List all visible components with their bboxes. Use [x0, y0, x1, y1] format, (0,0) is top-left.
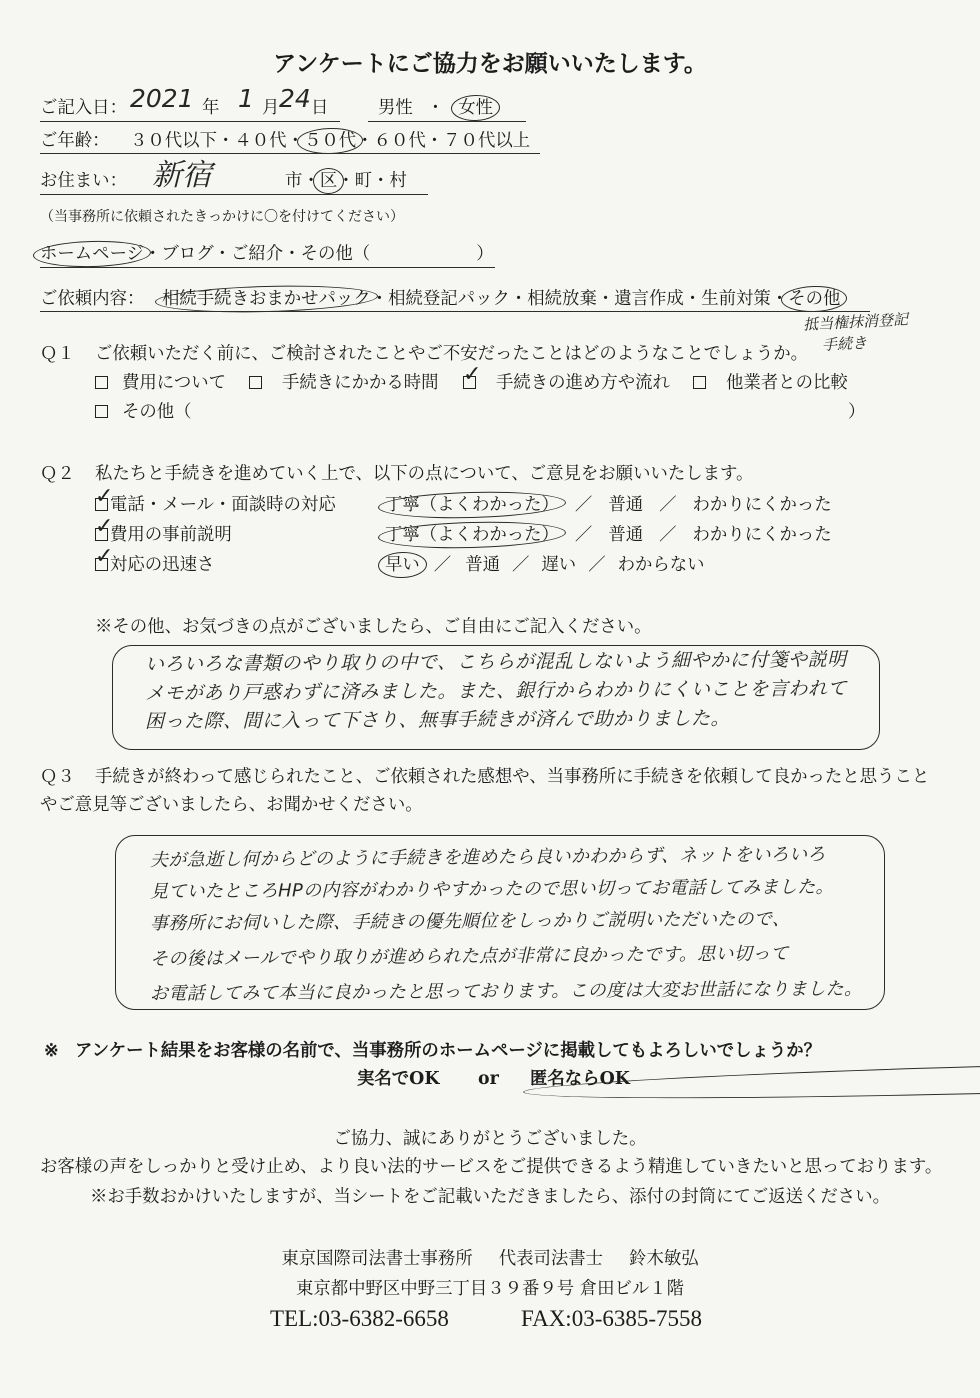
paren-close: ）: [476, 244, 494, 264]
separator: ・: [770, 289, 789, 309]
office-tel: TEL:03-6382-6658: [270, 1306, 449, 1331]
request-option[interactable]: 生前対策: [701, 289, 771, 309]
q2-answer[interactable]: 普通: [608, 495, 644, 515]
q2-row-text: 電話・メール・面談時の対応: [110, 495, 336, 515]
q3-handwritten-line: お電話してみて本当に良かったと思っております。この度は大変お世話になりました。: [149, 978, 863, 1005]
checkbox[interactable]: [95, 558, 108, 571]
q2-number: Ｑ２: [40, 464, 75, 484]
office-title: 代表司法書士: [498, 1249, 604, 1269]
separator: ／: [433, 555, 452, 575]
q2-answer[interactable]: 遅い: [541, 555, 577, 575]
separator: ／: [512, 555, 530, 575]
publish-mark: ※: [44, 1041, 59, 1061]
q3-question: やご意見等ございましたら、お聞かせください。: [40, 795, 423, 815]
remarks-handwritten-line: メモがあり戸惑わずに済みました。また、銀行からわかりにくいことを言われて: [144, 677, 848, 705]
checkbox[interactable]: [249, 376, 262, 389]
q3-handwritten-line: その後はメールでやり取りが進められた点が非常に良かったです。思い切って: [149, 943, 789, 970]
q2-question: 私たちと手続きを進めていく上で、以下の点について、ご意見をお願いいたします。: [95, 464, 754, 484]
q1-option: [95, 372, 226, 394]
request-option[interactable]: 相続放棄: [527, 289, 597, 309]
q1-option: [249, 372, 439, 394]
checkbox[interactable]: [95, 528, 108, 541]
separator: ／: [574, 495, 593, 515]
request-other-note: 手続き: [821, 333, 868, 355]
request-option-other[interactable]: その他: [788, 289, 841, 309]
separator: ・: [213, 244, 231, 264]
checkbox[interactable]: [463, 376, 476, 389]
q2-row-text: 対応の迅速さ: [110, 555, 215, 575]
q2-answer[interactable]: わかりにくかった: [692, 495, 832, 515]
age-label: ご年齢：: [40, 131, 110, 151]
checkbox[interactable]: [693, 376, 706, 389]
q1-option: [463, 372, 670, 394]
entry-day-unit: 日: [311, 98, 329, 118]
remarks-handwritten-line: 困った際、間に入って下さり、無事手続きが済んで助かりました。: [144, 707, 731, 733]
field-underline: [40, 267, 495, 268]
q2-answer[interactable]: 丁寧（よくわかった）: [385, 525, 559, 545]
separator: ・: [356, 131, 374, 151]
q2-row-label: [95, 554, 214, 576]
q1-option-label: 他業者との比較: [726, 373, 848, 393]
q2-row-answers: [385, 554, 705, 576]
paren-close: ）: [848, 402, 866, 422]
separator: ・: [596, 289, 615, 309]
separator: ／: [588, 555, 606, 575]
separator: ・: [370, 289, 389, 309]
separator: ・: [425, 131, 444, 151]
publish-option-anonymous[interactable]: 匿名ならOK: [530, 1068, 980, 1090]
gender-option-male[interactable]: 男性: [378, 98, 413, 118]
separator: ・: [286, 131, 304, 151]
q3-handwritten-line: 見ていたところHPの内容がわかりやすかったので思い切ってお電話してみました。: [149, 876, 834, 903]
field-underline: [368, 121, 526, 122]
entry-year-unit: 年: [202, 98, 220, 118]
age-option[interactable]: ６０代: [373, 131, 426, 151]
gender-option-female[interactable]: 女性: [458, 98, 493, 118]
page-title: アンケートにご協力をお願いいたします。: [273, 50, 707, 77]
entry-day[interactable]: 24: [279, 84, 311, 113]
q3-handwritten-line: 夫が急逝し何からどのように手続きを進めたら良いかわからず、ネットをいろいろ: [149, 844, 826, 871]
q2-row-answers: [385, 494, 832, 516]
separator: ・: [372, 171, 390, 191]
q3-number: Ｑ３: [40, 767, 75, 787]
residence-option-city[interactable]: 市: [285, 171, 303, 191]
office-signature: [0, 1248, 980, 1270]
request-other-note: 抵当権抹消登記: [802, 310, 909, 334]
request-option[interactable]: 遺言作成: [614, 289, 684, 309]
gender-options: [378, 97, 493, 119]
q2-row-answers: [385, 524, 832, 546]
separator: ／: [659, 525, 677, 545]
separator: ・: [302, 171, 320, 191]
q1-option-other: [95, 401, 192, 423]
q2-answer[interactable]: わからない: [617, 555, 705, 575]
office-representative: 鈴木敏弘: [629, 1249, 699, 1269]
publish-question: アンケート結果をお客様の名前で、当事務所のホームページに掲載してもよろしいでしょうか？: [75, 1041, 822, 1061]
entry-month[interactable]: 1: [238, 84, 254, 113]
separator: ・: [509, 289, 528, 309]
q1-option-label: 手続きの進め方や流れ: [496, 373, 670, 393]
referral-options: [40, 243, 494, 265]
publish-or: or: [478, 1069, 499, 1089]
residence-option-village[interactable]: 村: [389, 171, 407, 191]
office-name: 東京国際司法書士事務所: [281, 1249, 473, 1269]
age-option[interactable]: ４０代: [234, 131, 287, 151]
remarks-handwritten-line: いろいろな書類のやり取りの中で、こちらが混乱しないよう細やかに付箋や説明: [144, 648, 847, 676]
entry-year[interactable]: 2021: [130, 84, 194, 113]
q2-answer[interactable]: 早い: [385, 555, 420, 575]
q2-answer[interactable]: 普通: [465, 555, 500, 575]
office-address: 東京都中野区中野三丁目３９番９号 倉田ビル１階: [295, 1279, 685, 1299]
referral-instruction: （当事務所に依頼されたきっかけに〇を付けてください）: [40, 209, 404, 225]
referral-option-introduction[interactable]: ご紹介: [231, 244, 284, 264]
q1-option-label: 手続きにかかる時間: [282, 373, 439, 393]
closing-commitment: お客様の声をしっかりと受け止め、より良い法的サービスをご提供できるよう精進していきたいと思っております。: [40, 1157, 943, 1177]
separator: ・: [283, 244, 301, 264]
request-option[interactable]: 相続登記パック: [388, 289, 510, 309]
remarks-prompt: ※その他、お気づきの点がございましたら、ご自由にご記入ください。: [95, 617, 652, 637]
q2-row-label: [95, 494, 336, 516]
field-underline: [40, 311, 870, 312]
separator: ・: [216, 131, 235, 151]
closing-thanks: ご協力、誠にありがとうございました。: [333, 1129, 647, 1149]
closing-return-note: ※お手数おかけいたしますが、当シートをご記載いただきましたら、添付の封筒にてご返送ください。: [90, 1187, 890, 1207]
separator: ・: [144, 244, 162, 264]
age-option[interactable]: ３０代以下: [130, 131, 217, 151]
age-options: [130, 130, 530, 152]
entry-date-label: ご記入日：: [40, 98, 127, 118]
age-option[interactable]: ７０代以上: [443, 131, 531, 151]
referral-option-blog[interactable]: ブログ: [161, 244, 214, 264]
checkbox[interactable]: [95, 498, 108, 511]
separator: ・: [426, 98, 445, 118]
residence-options: [285, 170, 407, 192]
separator: ・: [683, 289, 702, 309]
residence-value[interactable]: 新宿: [152, 158, 212, 193]
q1-number: Ｑ１: [40, 344, 75, 364]
separator: ・: [337, 171, 355, 191]
q2-answer[interactable]: 丁寧（よくわかった）: [385, 495, 559, 515]
publish-option-real-name[interactable]: 実名でOK: [357, 1069, 440, 1089]
request-label: ご依頼内容：: [40, 289, 145, 309]
q1-other-label: その他（: [122, 402, 192, 422]
separator: ／: [659, 495, 677, 515]
checkbox[interactable]: [95, 376, 108, 389]
q1-option-label: 費用について: [122, 373, 226, 393]
paren-open: （: [352, 244, 371, 264]
age-option[interactable]: ５０代: [303, 131, 357, 151]
field-underline: [40, 153, 540, 154]
residence-option-town[interactable]: 町: [354, 171, 373, 191]
q2-answer[interactable]: わかりにくかった: [692, 525, 832, 545]
field-underline: [40, 194, 428, 195]
entry-month-unit: 月: [262, 98, 280, 118]
q3-handwritten-line: 事務所にお伺いした際、手続きの優先順位をしっかりご説明いただいたので、: [149, 908, 791, 935]
residence-option-ward[interactable]: 区: [319, 171, 338, 191]
request-option[interactable]: 相続手続きおまかせパック: [162, 289, 371, 309]
referral-option-homepage[interactable]: ホームページ: [40, 244, 144, 264]
checkbox[interactable]: [95, 405, 108, 418]
q2-row-text: 費用の事前説明: [110, 525, 232, 545]
residence-label: お住まい：: [40, 171, 127, 191]
q1-question: ご依頼いただく前に、ご検討されたことやご不安だったことはどのようなことでしょうか。: [95, 344, 809, 364]
referral-option-other[interactable]: その他: [300, 244, 353, 264]
q2-row-label: [95, 524, 232, 546]
request-options: [162, 288, 840, 310]
office-fax: FAX:03-6385-7558: [521, 1306, 703, 1331]
q1-option: [693, 372, 848, 394]
separator: ／: [574, 525, 593, 545]
q3-question: 手続きが終わって感じられたこと、ご依頼された感想や、当事務所に手続きを依頼して良かったと思うこと: [95, 767, 930, 787]
q2-answer[interactable]: 普通: [608, 525, 644, 545]
field-underline: [40, 121, 340, 122]
